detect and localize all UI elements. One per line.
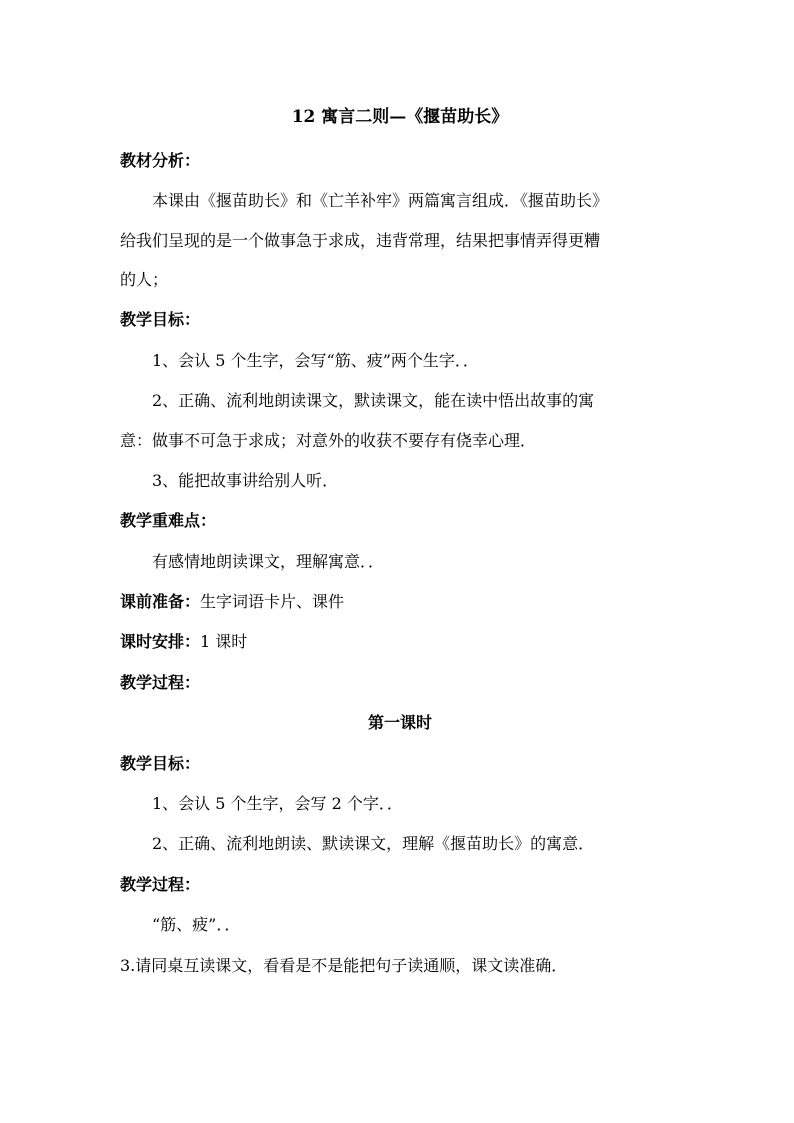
lesson1-title: 第一课时	[367, 713, 432, 733]
prep-label: 课前准备：	[120, 592, 201, 612]
process-heading: 教学过程：	[120, 672, 201, 692]
lesson1-step-quote: “筋、疲”．．	[152, 915, 241, 935]
goal-item-2-line-1: 2、正确、流利地朗读课文，默读课文，能在读中悟出故事的寓	[152, 391, 595, 411]
lesson1-step-3: 3.请同桌互读课文，看看是不是能把句子读通顺，课文读准确．	[120, 955, 568, 975]
key-points-heading: 教学重难点：	[120, 511, 217, 531]
goal-item-2-line-2: 意：做事不可急于求成；对意外的收获不要存有侥幸心理．	[120, 430, 537, 450]
goals-heading: 教学目标：	[120, 310, 201, 330]
schedule-line	[120, 631, 680, 653]
analysis-line-3: 的人；	[120, 269, 169, 289]
lesson1-goal-1: 1、会认 5 个生字，会写 2 个字．．	[152, 794, 403, 814]
goal-item-1: 1、会认 5 个生字，会写“筋、疲”两个生字．．	[152, 350, 479, 370]
prep-line	[120, 591, 680, 613]
analysis-paragraph	[120, 190, 680, 291]
goal-item-3: 3、能把故事讲给别人听．	[152, 470, 339, 490]
schedule-text: 1 课时	[200, 632, 248, 652]
lesson1-goal-2: 2、正确、流利地朗读、默读课文，理解《揠苗助长》的寓意．	[152, 834, 595, 854]
lesson1-process-heading: 教学过程：	[120, 874, 201, 894]
document-title: 12 寓言二则—《揠苗助长》	[291, 107, 509, 127]
key-points-text: 有感情地朗读课文，理解寓意．．	[152, 551, 385, 571]
analysis-heading: 教材分析：	[120, 150, 201, 170]
schedule-label: 课时安排：	[120, 632, 201, 652]
prep-text: 生字词语卡片、课件	[200, 592, 345, 612]
analysis-line-2: 给我们呈现的是一个做事急于求成，违背常理，结果把事情弄得更糟	[120, 230, 601, 250]
lesson1-goals-heading: 教学目标：	[120, 753, 201, 773]
goal-item-2	[120, 390, 680, 452]
document-page	[120, 100, 680, 995]
analysis-line-1: 本课由《揠苗助长》和《亡羊补牢》两篇寓言组成．《揠苗助长》	[152, 191, 609, 211]
